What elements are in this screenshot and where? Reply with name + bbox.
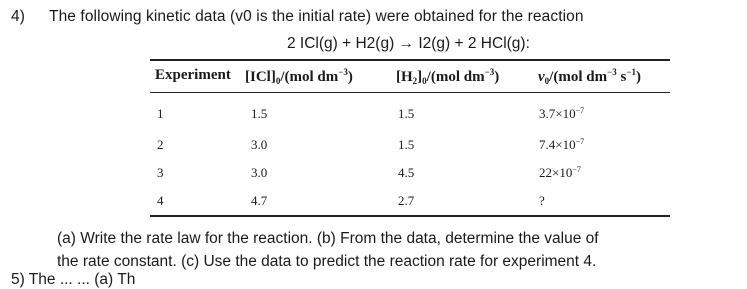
header-icl-concentration: $[ICl]_0/(mol$ $dm^{-3}$) [245, 67, 353, 86]
kinetics-data-table [150, 59, 670, 217]
row2-experiment: 2 [157, 137, 164, 152]
row2-icl: 3.0 [251, 137, 268, 152]
row4-rate: ? [539, 193, 545, 208]
table-header-rule [150, 92, 670, 93]
row1-icl: 1.5 [251, 106, 268, 121]
row1-rate: $3.7\times 10^{-7}$ [539, 106, 585, 121]
table-top-rule [150, 59, 670, 61]
question-number: 4) [11, 8, 25, 25]
question-intro: The following kinetic data (v0 is the initial rate) were obtained for the reaction [49, 8, 584, 25]
prompt-line-1: (a) Write the rate law for the reaction. (b) From the data, determine the value of [57, 230, 599, 247]
row1-experiment: 1 [157, 106, 164, 121]
table-bottom-rule [150, 215, 670, 217]
next-question-cutoff: 5) The ... ... (a) Th [11, 271, 136, 288]
row4-experiment: 4 [157, 193, 164, 208]
row4-icl: 4.7 [251, 193, 268, 208]
row3-icl: 3.0 [251, 165, 268, 180]
reaction-equation: 2 ICl(g) + H2(g) → I2(g) + 2 HCl(g): [287, 35, 530, 52]
row2-rate: $7.4\times 10^{-7}$ [539, 137, 585, 152]
header-experiment: Experiment [155, 67, 231, 83]
question-prompt [57, 227, 697, 273]
header-h2-concentration: $[H_2]_0/(mol$ $dm^{-3}$) [396, 67, 500, 86]
row2-h2: 1.5 [398, 137, 415, 152]
prompt-line-2: the rate constant. (c) Use the data to predict the reaction rate for experiment 4. [57, 253, 597, 270]
row3-rate: $22\times 10^{-7}$ [539, 165, 581, 180]
row1-h2: 1.5 [398, 106, 415, 121]
header-initial-rate: $v_0/(mol$ $dm^{-3}$ $s^{-1}$) [538, 67, 641, 86]
row3-experiment: 3 [157, 165, 164, 180]
question-heading [11, 8, 584, 26]
row4-h2: 2.7 [398, 193, 415, 208]
row3-h2: 4.5 [398, 165, 415, 180]
